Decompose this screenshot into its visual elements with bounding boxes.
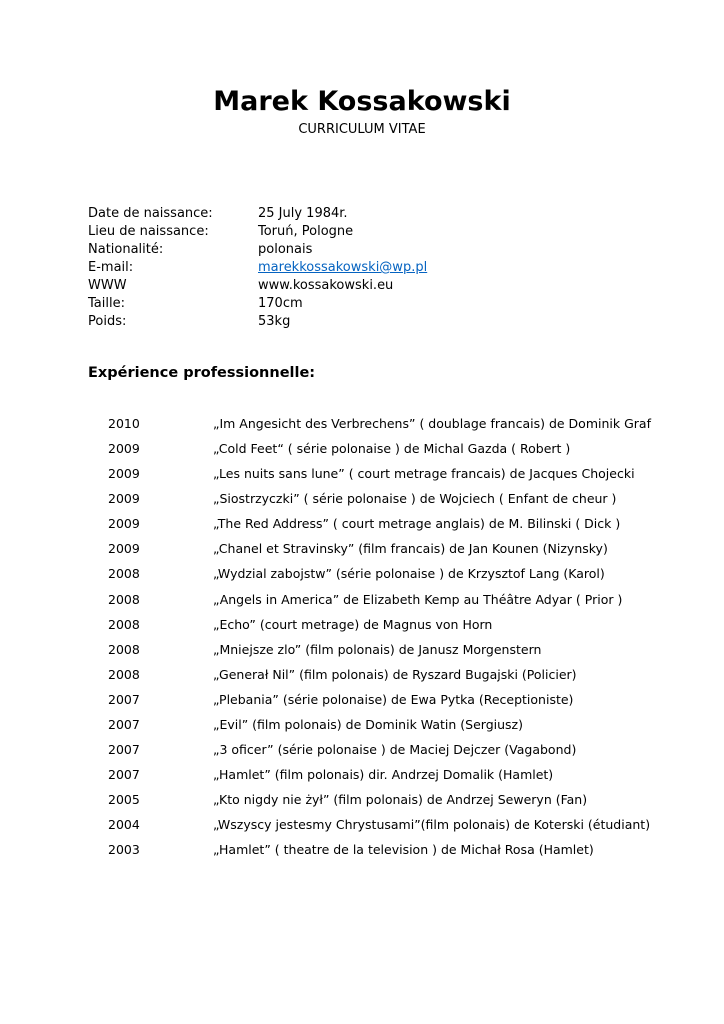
info-label: WWW xyxy=(88,278,127,293)
experience-year: 2004 xyxy=(108,817,140,832)
experience-row xyxy=(108,793,724,807)
experience-description: „Les nuits sans lune” ( court metrage francais) de Jacques Chojecki xyxy=(213,466,635,481)
experience-year: 2005 xyxy=(108,792,140,807)
experience-row xyxy=(108,593,724,607)
experience-row xyxy=(108,743,724,757)
experience-row xyxy=(108,668,724,682)
info-value: Toruń, Pologne xyxy=(258,224,354,239)
experience-description: „Im Angesicht des Verbrechens” ( doublage francais) de Dominik Graf xyxy=(213,416,651,431)
experience-row xyxy=(108,693,724,707)
experience-description: „Angels in America” de Elizabeth Kemp au Théâtre Adyar ( Prior ) xyxy=(213,592,623,607)
experience-year: 2007 xyxy=(108,692,140,707)
info-row xyxy=(88,205,724,223)
experience-row xyxy=(108,467,724,481)
experience-description: „Evil” (film polonais) de Dominik Watin (Sergiusz) xyxy=(213,717,523,732)
experience-year: 2010 xyxy=(108,416,140,431)
experience-description: „Siostrzyczki” ( série polonaise ) de Wojciech ( Enfant de cheur ) xyxy=(213,491,617,506)
experience-year: 2008 xyxy=(108,592,140,607)
info-row xyxy=(88,313,724,331)
info-label: Nationalité: xyxy=(88,242,164,257)
experience-description: „Kto nigdy nie żył” (film polonais) de Andrzej Seweryn (Fan) xyxy=(213,792,588,807)
experience-year: 2007 xyxy=(108,717,140,732)
info-row xyxy=(88,259,724,277)
experience-row xyxy=(108,843,724,857)
experience-row xyxy=(108,718,724,732)
experience-year: 2008 xyxy=(108,617,140,632)
experience-description: „Wszyscy jestesmy Chrystusami”(film polonais) de Koterski (étudiant) xyxy=(213,817,651,832)
experience-row xyxy=(108,492,724,506)
experience-row xyxy=(108,517,724,531)
page-subtitle: CURRICULUM VITAE xyxy=(298,122,426,137)
experience-description: „Generał Nil” (film polonais) de Ryszard Bugajski (Policier) xyxy=(213,667,577,682)
info-value: 53kg xyxy=(258,314,291,329)
experience-year: 2009 xyxy=(108,441,140,456)
info-row xyxy=(88,295,724,313)
experience-year: 2008 xyxy=(108,667,140,682)
experience-year: 2007 xyxy=(108,767,140,782)
info-label: Poids: xyxy=(88,314,127,329)
experience-year: 2009 xyxy=(108,541,140,556)
experience-row xyxy=(108,818,724,832)
info-row xyxy=(88,277,724,295)
experience-year: 2009 xyxy=(108,466,140,481)
info-row xyxy=(88,241,724,259)
info-value: www.kossakowski.eu xyxy=(258,278,394,293)
experience-row xyxy=(108,442,724,456)
personal-info xyxy=(88,205,724,331)
experience-year: 2008 xyxy=(108,566,140,581)
info-value: 25 July 1984r. xyxy=(258,206,348,221)
experience-row xyxy=(108,768,724,782)
experience-row xyxy=(108,618,724,632)
info-row xyxy=(88,223,724,241)
experience-description: „Plebania” (série polonaise) de Ewa Pytka (Receptioniste) xyxy=(213,692,574,707)
info-label: Date de naissance: xyxy=(88,206,213,221)
experience-description: „Hamlet” ( theatre de la television ) de Michał Rosa (Hamlet) xyxy=(213,842,594,857)
experience-year: 2003 xyxy=(108,842,140,857)
experience-description: „Wydzial zabojstw” (série polonaise ) de Krzysztof Lang (Karol) xyxy=(213,566,605,581)
info-value: polonais xyxy=(258,242,313,257)
experience-year: 2009 xyxy=(108,491,140,506)
experience-description: „3 oficer” (série polonaise ) de Maciej Dejczer (Vagabond) xyxy=(213,742,577,757)
experience-year: 2007 xyxy=(108,742,140,757)
info-value: 170cm xyxy=(258,296,303,311)
info-label: Lieu de naissance: xyxy=(88,224,209,239)
experience-row xyxy=(108,417,724,431)
experience-description: „Echo” (court metrage) de Magnus von Horn xyxy=(213,617,493,632)
experience-description: „Mniejsze zlo” (film polonais) de Janusz Morgenstern xyxy=(213,642,542,657)
experience-row xyxy=(108,542,724,556)
experience-row xyxy=(108,643,724,657)
page-title: Marek Kossakowski xyxy=(213,86,511,117)
experience-description: „Chanel et Stravinsky” (film francais) de Jan Kounen (Nizynsky) xyxy=(213,541,608,556)
info-label: Taille: xyxy=(88,296,125,311)
experience-year: 2008 xyxy=(108,642,140,657)
experience-heading: Expérience professionnelle: xyxy=(88,365,316,381)
experience-description: „Cold Feet“ ( série polonaise ) de Michal Gazda ( Robert ) xyxy=(213,441,571,456)
experience-description: „The Red Address” ( court metrage anglais) de M. Bilinski ( Dick ) xyxy=(213,516,621,531)
experience-row xyxy=(108,567,724,581)
experience-year: 2009 xyxy=(108,516,140,531)
experience-list xyxy=(108,417,724,857)
email-link[interactable]: marekkossakowski@wp.pl xyxy=(258,260,428,275)
info-label: E-mail: xyxy=(88,260,134,275)
experience-description: „Hamlet” (film polonais) dir. Andrzej Domalik (Hamlet) xyxy=(213,767,554,782)
